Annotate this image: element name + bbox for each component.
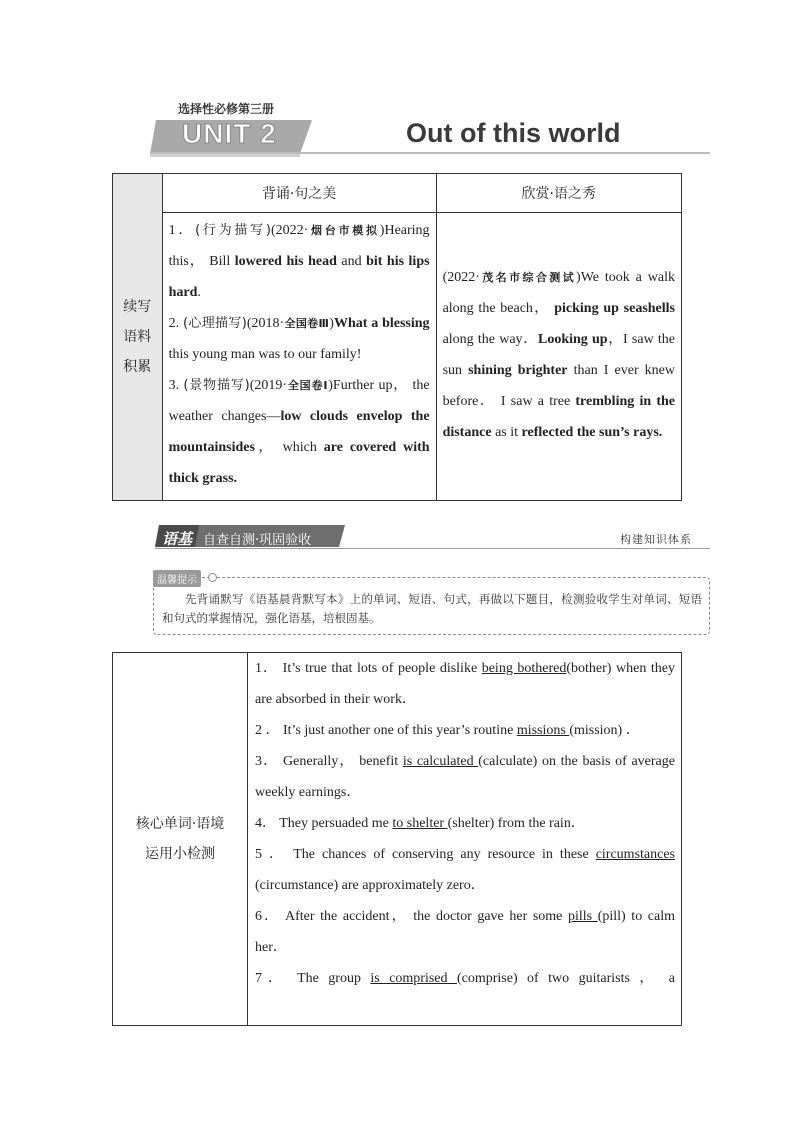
page-header — [0, 0, 794, 160]
source-label: 全国卷Ⅲ — [284, 317, 330, 330]
side-label-line: 积累 — [123, 359, 152, 375]
answer-blank: is calculated — [402, 754, 479, 769]
appreciate-passage-cell: (2022·茂名市综合测试)We took a walk along the beach， picking up seashells along the way．Looking up，I saw the sun shining brighter than I ever knew before． I saw a tree trembling in the distance as it reflected the sun’s rays. — [436, 213, 681, 501]
side-label-line: 语料 — [123, 329, 152, 345]
header-divider — [150, 152, 710, 154]
answer-blank: to shelter — [392, 816, 448, 831]
book-label: 选择性必修第三册 — [178, 102, 275, 116]
question-item-7: 7． The group is comprised (comprise) of two guitarists ， a — [255, 971, 675, 986]
column-header-recite: 背诵·句之美 — [162, 174, 436, 213]
answer-blank: being bothered — [481, 661, 567, 676]
sentence-item-2: 2. (心理描写)(2018·全国卷Ⅲ)What a blessing this young man was to our family! — [168, 316, 430, 362]
side-label — [113, 174, 163, 501]
section-subtitle: 自查自测·巩固验收 — [203, 533, 312, 548]
answer-blank: circumstances — [595, 847, 675, 862]
question-item-3: 3． Generally， benefit is calculated (calculate) on the basis of average weekly earnings． — [255, 754, 675, 800]
column-header-appreciate: 欣赏·语之秀 — [436, 174, 681, 213]
answer-blank: missions — [516, 723, 570, 738]
question-item-2: 2 ． It’s just another one of this year’s routine missions (mission) ． — [255, 723, 640, 738]
vocab-side-label: 核心单词·语境 运用小检测 — [113, 653, 248, 1026]
writing-material-table — [112, 173, 682, 501]
sentence-item-1: 1．(行为描写)(2022·烟台市模拟)Hearing this， Bill lowered his head and bit his lips hard. — [168, 223, 430, 300]
section-tag: 语基 — [162, 530, 193, 548]
answer-blank: is comprised — [370, 971, 457, 986]
recite-sentences-cell — [162, 213, 436, 501]
vocab-questions-cell — [248, 653, 682, 1026]
side-label-line: 续写 — [123, 299, 152, 315]
unit-label: UNIT 2 — [182, 118, 277, 149]
question-item-4: 4． They persuaded me to shelter (shelter) from the rain． — [255, 816, 585, 831]
answer-blank: pills — [568, 909, 598, 924]
tip-label: 温馨提示 — [153, 570, 201, 587]
source-label: 烟台市模拟 — [308, 224, 380, 237]
section-divider — [155, 548, 710, 549]
sentence-item-3: 3. (景物描写)(2019·全国卷Ⅰ)Further up， the weather changes—low clouds envelop the mountainsides， which are covered with thick grass. — [168, 378, 430, 486]
vocabulary-check-table — [112, 652, 682, 1026]
source-label: 茂名市综合测试 — [479, 270, 577, 284]
section-right-label: 构建知识体系 — [620, 533, 692, 546]
tip-dot-icon — [208, 573, 217, 582]
question-item-6: 6． After the accident， the doctor gave her some pills (pill) to calm her． — [255, 909, 676, 955]
question-item-1: 1． It’s true that lots of people dislike being bothered(bother) when they are absorbed in their work． — [255, 661, 675, 707]
unit-title: Out of this world — [406, 118, 621, 148]
question-item-5: 5 ． The chances of conserving any resource in these circumstances (circumstance) are approximately zero． — [255, 847, 675, 893]
tip-text: 先背诵默写《语基晨背默写本》上的单词、短语、句式，再做以下题目，检测验收学生对单词、短语和句式的掌握情况，强化语基，培根固基。 — [162, 592, 702, 625]
source-label: 全国卷Ⅰ — [287, 379, 329, 392]
